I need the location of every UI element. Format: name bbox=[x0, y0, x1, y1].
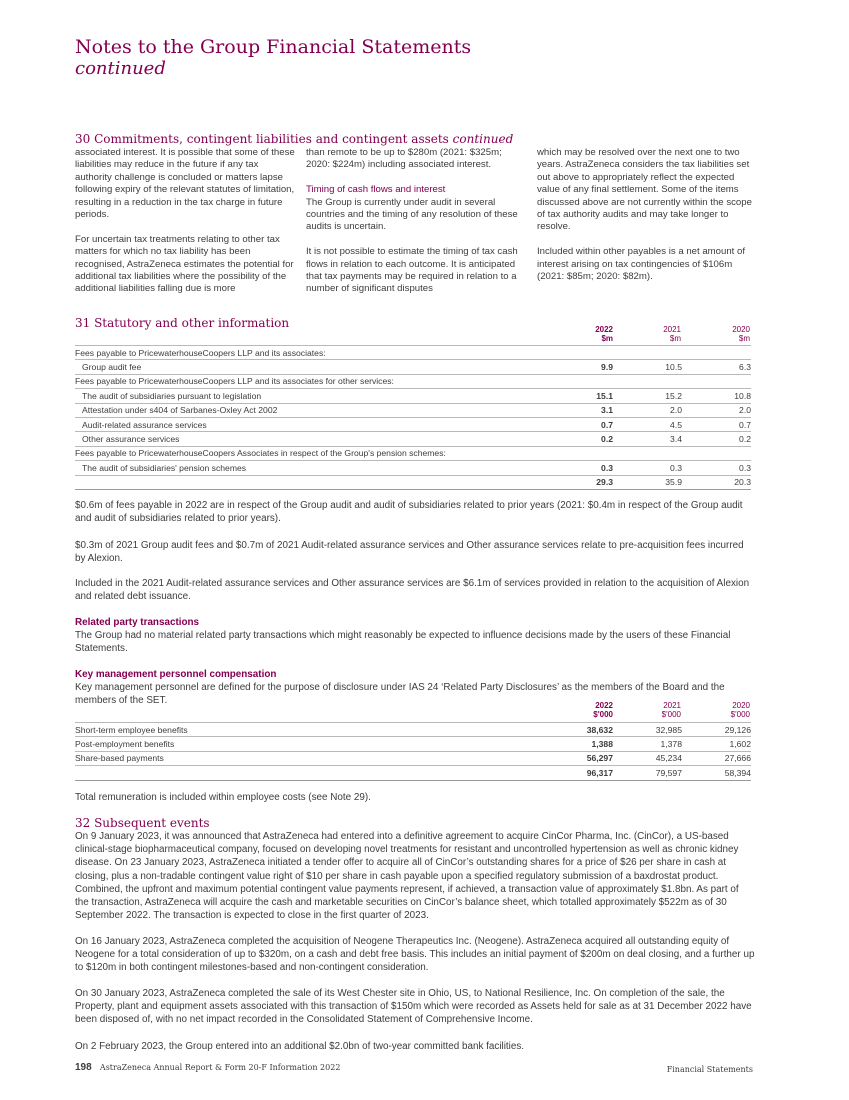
row-label: Other assurance services bbox=[75, 432, 560, 446]
group-label: Fees payable to PricewaterhouseCoopers LLP and its associates: bbox=[75, 346, 751, 360]
note32-paragraph-3 bbox=[75, 987, 755, 1027]
kmp-table bbox=[75, 722, 751, 781]
value-2021: 10.5 bbox=[613, 360, 682, 374]
total-2020: 58,394 bbox=[682, 766, 751, 780]
row-label: Post-employment benefits bbox=[75, 737, 560, 751]
table-row bbox=[75, 389, 751, 403]
group-label: Fees payable to PricewaterhouseCoopers LLP and its associates for other services: bbox=[75, 374, 751, 388]
note32-paragraph-1 bbox=[75, 830, 755, 922]
column-year: 2020 bbox=[732, 701, 750, 710]
note32-paragraph-2 bbox=[75, 935, 755, 975]
row-label: The audit of subsidiaries' pension schemes bbox=[75, 461, 560, 475]
total-label bbox=[75, 475, 560, 489]
value-2020: 0.3 bbox=[682, 461, 751, 475]
value-2022: 1,388 bbox=[560, 737, 613, 751]
value-2022: 38,632 bbox=[560, 723, 613, 737]
related-party-section bbox=[75, 616, 755, 656]
table-row bbox=[75, 417, 751, 431]
total-label bbox=[75, 766, 560, 780]
paragraph: Key management personnel are defined for the purpose of disclosure under IAS 24 ‘Related Party Disclosures’ as the members of the Board and the members of the SET. bbox=[75, 682, 725, 707]
value-2022: 15.1 bbox=[560, 389, 613, 403]
paragraph: Included in the 2021 Audit-related assurance services and Other assurance services are $6.1m of services provided in relation to the acquisition of Alexion and related debt issuance. bbox=[75, 578, 750, 603]
value-2021: 45,234 bbox=[613, 751, 682, 765]
total-2022: 29.3 bbox=[560, 475, 613, 489]
row-label: Audit-related assurance services bbox=[75, 417, 560, 431]
row-label: Share-based payments bbox=[75, 751, 560, 765]
table-row bbox=[75, 723, 751, 737]
row-label: The audit of subsidiaries pursuant to legislation bbox=[75, 389, 560, 403]
value-2022: 0.3 bbox=[560, 461, 613, 475]
kmp-note bbox=[75, 791, 755, 804]
note32-heading: 32 Subsequent events bbox=[75, 816, 210, 830]
value-2021: 32,985 bbox=[613, 723, 682, 737]
note30-col2-paragraph: It is not possible to estimate the timing of tax cash flows in relation to each outcome. It is anticipated that tax payments may be required in relation to a number of significant disputes bbox=[306, 246, 518, 295]
table-group-row bbox=[75, 374, 751, 388]
value-2021: 4.5 bbox=[613, 417, 682, 431]
note30-col3-paragraph: which may be resolved over the next one to two years. AstraZeneca considers the tax liabilities set out above to appropriately reflect the expected value of any final settlement. Some of the items discussed above are not currently within the scope of tax authority audits and may take longer to resolve. bbox=[537, 147, 752, 233]
group-label: Fees payable to PricewaterhouseCoopers Associates in respect of the Group's pension schemes: bbox=[75, 446, 751, 460]
paragraph: On 2 February 2023, the Group entered into an additional $2.0bn of two-year committed bank facilities. bbox=[75, 1041, 525, 1052]
row-label: Attestation under s404 of Sarbanes-Oxley Act 2002 bbox=[75, 403, 560, 417]
note30-col2-paragraph: than remote to be up to $280m (2021: $325m; 2020: $224m) including associated interest. bbox=[306, 147, 502, 171]
row-label: Group audit fee bbox=[75, 360, 560, 374]
value-2021: 3.4 bbox=[613, 432, 682, 446]
kmp-heading: Key management personnel compensation bbox=[75, 669, 277, 680]
value-2020: 0.2 bbox=[682, 432, 751, 446]
fees-table bbox=[75, 345, 751, 490]
note32-paragraph-4 bbox=[75, 1040, 755, 1053]
table-total-row bbox=[75, 766, 751, 780]
paragraph: $0.3m of 2021 Group audit fees and $0.7m of 2021 Audit-related assurance services and Other assurance services relate to pre-acquisition fees incurred by Alexion. bbox=[75, 540, 744, 565]
value-2022: 0.2 bbox=[560, 432, 613, 446]
kmp-col-2022-header bbox=[560, 701, 613, 720]
note30-col1-paragraph: associated interest. It is possible that some of these liabilities may reduce in the future if any tax authority challenge is concluded or matters lapse following expiry of the relevant statutes of limitation, resulting in a reduction in the tax charge in future periods. bbox=[75, 147, 295, 221]
table-row bbox=[75, 751, 751, 765]
note30-col2-paragraph: The Group is currently under audit in several countries and the timing of any resolution of these audits is uncertain. bbox=[306, 196, 518, 233]
fees-col-2022-header bbox=[560, 325, 613, 344]
kmp-col-2021-header bbox=[628, 701, 681, 720]
paragraph: $0.6m of fees payable in 2022 are in respect of the Group audit and audit of subsidiaries related to prior years (2021: $0.4m in respect of the Group audit and audit of subsidiaries related to prior years). bbox=[75, 500, 743, 525]
table-row bbox=[75, 403, 751, 417]
page-number: 198 bbox=[75, 1062, 92, 1073]
column-unit: $'000 bbox=[661, 710, 681, 720]
total-2021: 35.9 bbox=[613, 475, 682, 489]
table-total-row bbox=[75, 475, 751, 489]
total-2020: 20.3 bbox=[682, 475, 751, 489]
value-2021: 0.3 bbox=[613, 461, 682, 475]
timing-subheading: Timing of cash flows and interest bbox=[306, 184, 446, 196]
fees-note-3 bbox=[75, 577, 755, 603]
paragraph: On 9 January 2023, it was announced that AstraZeneca had entered into a definitive agreement to acquire CinCor Pharma, Inc. (CinCor), a US-based clinical-stage biopharmaceutical company, focused on developing novel treatments for resistant and uncontrolled hypertension as well as chronic kidney disease. On 23 January 2023, AstraZeneca initiated a tender offer to acquire all of CinCor’s outstanding shares for a price of $26 per share in cash at closing, plus a non-tradable contingent value right of $10 per share in cash payable upon a specified regulatory submission of a baxdrostat product. Combined, the upfront and maximum potential contingent value payments represent, if achieved, a transaction value of approximately $1.8bn. As part of the transaction, AstraZeneca will acquire the cash and marketable securities on CinCor’s balance sheet, which totalled approximately $522m as of 30 September 2022. The transaction is expected to close in the first quarter of 2023. bbox=[75, 831, 739, 922]
value-2020: 6.3 bbox=[682, 360, 751, 374]
table-group-row bbox=[75, 446, 751, 460]
value-2020: 2.0 bbox=[682, 403, 751, 417]
note30-col3-paragraph: Included within other payables is a net amount of interest arising on tax contingencies of $106m (2021: $85m; 2020: $82m). bbox=[537, 246, 745, 283]
publication-name: AstraZeneca Annual Report & Form 20-F Information 2022 bbox=[99, 1063, 341, 1072]
row-label: Short-term employee benefits bbox=[75, 723, 560, 737]
paragraph: Total remuneration is included within employee costs (see Note 29). bbox=[75, 792, 371, 803]
note30-col1-paragraph: For uncertain tax treatments relating to other tax matters for which no tax liability has been recognised, AstraZeneca estimates the potential for additional tax liabilities where the possibility of the additional liabilities falling due is more bbox=[75, 233, 294, 295]
paragraph: On 30 January 2023, AstraZeneca completed the sale of its West Chester site in Ohio, US, to National Resilience, Inc. On completion of the sale, the Property, plant and equipment assets associated with this transaction of $150m which were recorded as Assets held for sale as at 31 December 2022 have been disposed of, with no net impact recorded in the Consolidated Statement of Comprehensive Income. bbox=[75, 988, 752, 1026]
note30-column-1 bbox=[75, 147, 297, 308]
column-year: 2021 bbox=[663, 701, 681, 710]
table-group-row bbox=[75, 346, 751, 360]
note30-heading-suffix: continued bbox=[452, 132, 514, 146]
value-2020: 1,602 bbox=[682, 737, 751, 751]
paragraph: On 16 January 2023, AstraZeneca completed the acquisition of Neogene Therapeutics Inc. (Neogene). AstraZeneca acquired all outstanding equity of Neogene for a total consideration of up to $320m, on a cash and debt free basis. This includes an initial payment of $200m on deal closing, and a further up to $120m in both contingent milestones-based and non-contingent consideration. bbox=[75, 936, 755, 974]
page-title: Notes to the Group Financial Statements bbox=[75, 36, 472, 58]
table-row bbox=[75, 737, 751, 751]
related-party-heading: Related party transactions bbox=[75, 617, 200, 628]
column-unit: $m bbox=[601, 334, 613, 344]
fees-col-2021-header bbox=[628, 325, 681, 344]
total-2022: 96,317 bbox=[560, 766, 613, 780]
value-2021: 15.2 bbox=[613, 389, 682, 403]
table-row bbox=[75, 461, 751, 475]
value-2020: 0.7 bbox=[682, 417, 751, 431]
total-2021: 79,597 bbox=[613, 766, 682, 780]
note30-heading bbox=[75, 132, 513, 146]
note30-column-3 bbox=[537, 147, 757, 296]
value-2022: 9.9 bbox=[560, 360, 613, 374]
value-2020: 10.8 bbox=[682, 389, 751, 403]
value-2022: 56,297 bbox=[560, 751, 613, 765]
note31-heading: 31 Statutory and other information bbox=[75, 316, 290, 330]
footer-section: Financial Statements bbox=[666, 1065, 753, 1074]
fees-note-2 bbox=[75, 539, 755, 565]
column-year: 2022 bbox=[595, 325, 613, 334]
page-subtitle: continued bbox=[75, 58, 166, 79]
column-year: 2021 bbox=[663, 325, 681, 334]
value-2022: 0.7 bbox=[560, 417, 613, 431]
table-row bbox=[75, 360, 751, 374]
paragraph: The Group had no material related party transactions which might reasonably be expected to influence decisions made by the users of these Financial Statements. bbox=[75, 630, 731, 655]
fees-col-2020-header bbox=[697, 325, 750, 344]
column-unit: $m bbox=[738, 334, 750, 344]
footer-left bbox=[75, 1063, 340, 1073]
value-2020: 29,126 bbox=[682, 723, 751, 737]
column-unit: $'000 bbox=[730, 710, 750, 720]
table-row bbox=[75, 432, 751, 446]
value-2021: 2.0 bbox=[613, 403, 682, 417]
column-unit: $'000 bbox=[593, 710, 613, 720]
kmp-col-2020-header bbox=[697, 701, 750, 720]
column-year: 2020 bbox=[732, 325, 750, 334]
column-unit: $m bbox=[669, 334, 681, 344]
note30-heading-text: 30 Commitments, contingent liabilities and contingent assets bbox=[75, 132, 449, 146]
value-2022: 3.1 bbox=[560, 403, 613, 417]
column-year: 2022 bbox=[595, 701, 613, 710]
value-2021: 1,378 bbox=[613, 737, 682, 751]
value-2020: 27,666 bbox=[682, 751, 751, 765]
note30-column-2 bbox=[306, 147, 528, 308]
fees-note-1 bbox=[75, 499, 755, 525]
